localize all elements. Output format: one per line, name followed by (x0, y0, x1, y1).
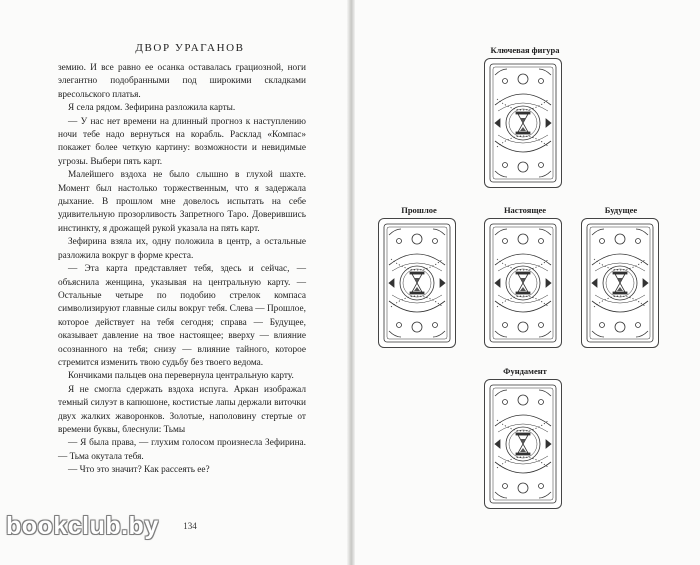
paragraph: — Я была права, — глухим голосом произнесла Зефирина. — Тьма окутала тебя. (58, 438, 306, 462)
card-back-ornament (379, 219, 455, 347)
page-number: 134 (183, 521, 197, 531)
label-future: Будущее (604, 205, 638, 215)
tarot-card-left (378, 218, 456, 348)
card-back-ornament (485, 59, 561, 187)
paragraph: — У нас нет времени на длинный прогноз к наступлению ночи тебе надо вернуться на корабль. Расклад «Компас» покажет более четкую картину: возможности и невидимые угрозы. Выбери пять карт. (58, 116, 306, 167)
paragraph: Кончиками пальцев она перевернула центральную карту. (68, 371, 294, 382)
label-present: Настоящее (503, 205, 547, 215)
label-key-figure: Ключевая фигура (490, 45, 560, 55)
paragraph: Я села рядом. Зефирина разложила карты. (68, 103, 236, 114)
label-foundation: Фундамент (503, 366, 547, 376)
paragraph: — Что это значит? Как рассеять ее? (68, 465, 210, 476)
paragraph: земию. И все равно ее осанка оставалась грациозной, ноги элегантно подобранными под широкими складками вресольского платья. (58, 63, 306, 100)
right-page (355, 0, 700, 565)
left-page (0, 0, 347, 565)
watermark: bookclub.by (6, 512, 159, 540)
paragraph: Я не смогла сдержать вздоха испуга. Аркан изображал темный силуэт в капюшоне, костистые лапы держали виточки двух жалких жаворонков. Золотые, наполовину стертые от времени буквы, блеснули: Тьмы (58, 384, 306, 435)
label-past: Прошлое (401, 205, 437, 215)
card-back-ornament (485, 380, 561, 508)
paragraph: Зефирина взяла их, одну положила в центр, а остальные разложила вокруг в форме креста. (58, 237, 306, 261)
card-back-ornament (582, 219, 658, 347)
tarot-card-top (484, 58, 562, 188)
tarot-card-right (581, 218, 659, 348)
paragraph: Малейшего вздоха не было слышно в глухой шахте. Момент был настолько торжественным, что я задержала дыхание. В прошлом мне довелось испытать на себе удивительную прозорливость Запретного Таро. Доверившись инстинкту, я дрожащей рукой указала на пять карт. (58, 170, 306, 234)
body-text (58, 62, 306, 478)
running-head: ДВОР УРАГАНОВ (135, 42, 245, 54)
book-gutter (347, 0, 355, 565)
tarot-card-bottom (484, 379, 562, 509)
paragraph: — Эта карта представляет тебя, здесь и сейчас, — объяснила женщина, указывая на центральную карту. — Остальные четыре по подобию стрелок компаса символизируют главные силы вокруг тебя. Слева — Прошлое, которое действует на тебя сегодня; справа — Будущее, оказывает давление на твое настоящее; вверху — влияние осознанного на тебя; снизу — влияние тайного, которое стремится изменить твою судьбу без твоего ведома. (58, 264, 306, 368)
card-back-ornament (485, 219, 561, 347)
tarot-card-center (484, 218, 562, 348)
